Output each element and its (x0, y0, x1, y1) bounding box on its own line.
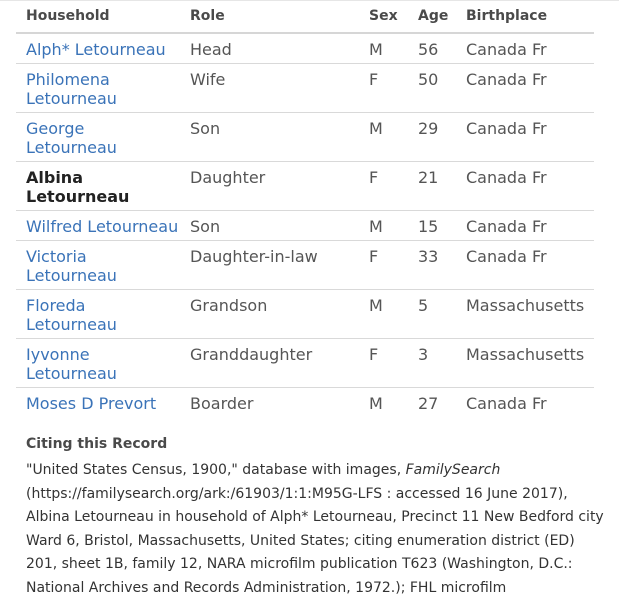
cell-household-name (16, 113, 180, 162)
table-row (16, 113, 594, 162)
citation-source-name: FamilySearch (405, 462, 501, 478)
citing-section (26, 436, 606, 600)
cell-age: 27 (418, 394, 439, 413)
cell-household-name (16, 64, 180, 113)
table-row (16, 290, 594, 339)
person-name-link[interactable]: Floreda Letourneau (26, 296, 117, 334)
person-name-subject: Albina Letourneau (26, 168, 130, 206)
cell-household-name (16, 211, 180, 241)
cell-household-name (16, 339, 180, 388)
cell-birthplace: Canada Fr (456, 162, 594, 211)
cell-age: 50 (408, 64, 456, 113)
cell-age: 56 (408, 33, 456, 64)
cell-birthplace: Massachusetts (456, 290, 594, 339)
cell-household-name (16, 162, 180, 211)
person-name-link[interactable]: Victoria Letourneau (26, 247, 117, 285)
cell-household-name (16, 33, 180, 64)
table-row (16, 211, 594, 241)
cell-birthplace: Canada Fr (466, 394, 547, 413)
header-role: Role (180, 0, 359, 33)
cell-household-name (16, 241, 180, 290)
table-row (16, 241, 594, 290)
table-header-row (16, 0, 594, 33)
household-rows (16, 33, 594, 417)
header-birthplace: Birthplace (456, 0, 594, 33)
cell-household-name (16, 290, 180, 339)
cell-age: 15 (408, 211, 456, 241)
header-age: Age (408, 0, 456, 33)
cell-birthplace: Canada Fr (456, 33, 594, 64)
citation-text-before: "United States Census, 1900," database with images, (26, 462, 406, 478)
household-section (16, 0, 594, 417)
cell-role: Son (180, 113, 359, 162)
cell-role: Daughter (180, 162, 359, 211)
cell-sex: M (359, 211, 408, 241)
citing-heading: Citing this Record (26, 436, 168, 452)
cell-sex: M (359, 33, 408, 64)
cell-birthplace: Canada Fr (456, 211, 594, 241)
person-name-link[interactable]: Moses D Prevort (26, 394, 157, 413)
header-household: Household (16, 0, 180, 33)
cell-age: 29 (408, 113, 456, 162)
cell-role: Son (180, 211, 359, 241)
table-row (16, 339, 594, 388)
cell-sex: F (359, 339, 408, 388)
cell-age: 3 (408, 339, 456, 388)
cell-age: 33 (408, 241, 456, 290)
table-row (16, 33, 594, 64)
cell-sex: F (359, 162, 408, 211)
cell-role: Daughter-in-law (180, 241, 359, 290)
citation-text (26, 459, 606, 600)
person-name-link[interactable]: Alph* Letourneau (26, 40, 166, 59)
cell-age: 5 (408, 290, 456, 339)
cell-sex: F (359, 64, 408, 113)
cell-role: Wife (180, 64, 359, 113)
person-name-link[interactable]: Wilfred Letourneau (26, 217, 179, 236)
cell-birthplace: Canada Fr (456, 113, 594, 162)
person-name-link[interactable]: George Letourneau (26, 119, 117, 157)
cell-sex: F (359, 241, 408, 290)
cell-role: Grandson (180, 290, 359, 339)
person-name-link[interactable]: Philomena Letourneau (26, 70, 117, 108)
person-name-link[interactable]: Iyvonne Letourneau (26, 345, 117, 383)
household-table (16, 0, 594, 417)
cell-birthplace: Massachusetts (456, 339, 594, 388)
cell-sex: M (369, 394, 383, 413)
table-row (16, 162, 594, 211)
cell-age: 21 (408, 162, 456, 211)
cell-sex: M (359, 290, 408, 339)
cell-sex: M (359, 113, 408, 162)
cell-household-name (16, 388, 180, 418)
cell-birthplace: Canada Fr (456, 64, 594, 113)
header-sex: Sex (359, 0, 408, 33)
cell-birthplace: Canada Fr (456, 241, 594, 290)
cell-role: Boarder (190, 394, 254, 413)
citation-text-after: (https://familysearch.org/ark:/61903/1:1:M95G-LFS : accessed 16 June 2017), Albina Letourneau in household of Alph* Letourneau, Precinct 11 New Bedford city Ward 6, Bristol, Massachusetts, United States; citing enumeration district (ED) 201, sheet 1B, family 12, NARA microfilm publication T623 (Washington, D.C.: National Archives and Records Administration, 1972.); FHL microfilm (26, 485, 604, 596)
cell-role: Head (180, 33, 359, 64)
table-row (16, 388, 594, 418)
table-row (16, 64, 594, 113)
cell-role: Granddaughter (180, 339, 359, 388)
